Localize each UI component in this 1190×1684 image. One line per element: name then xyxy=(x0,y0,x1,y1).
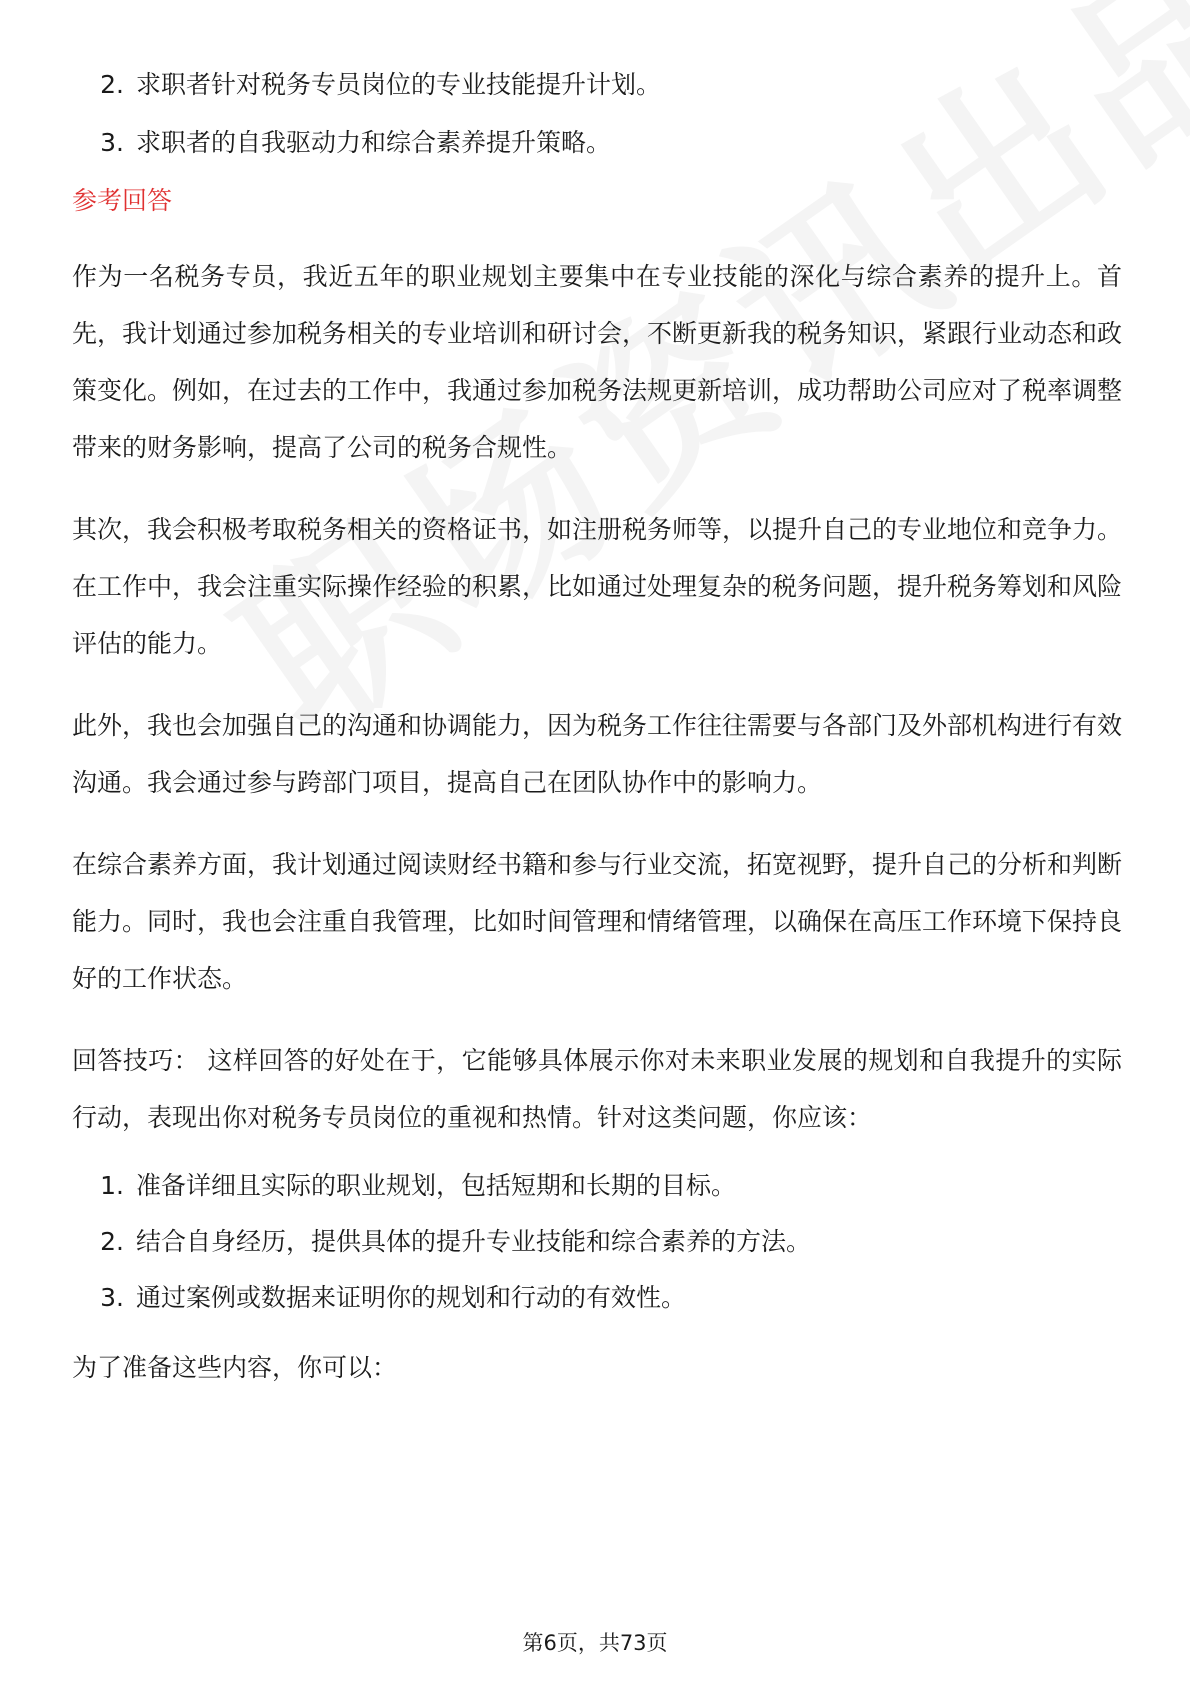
list-item xyxy=(72,1171,1122,1201)
answer-paragraph: 此外，我也会加强自己的沟通和协调能力，因为税务工作往往需要与各部门及外部机构进行有效沟通。我会通过参与跨部门项目，提高自己在团队协作中的影响力。 xyxy=(72,711,1123,797)
list-item xyxy=(72,1227,1122,1257)
list-number: 2. xyxy=(100,1227,124,1256)
list-text: 求职者针对税务专员岗位的专业技能提升计划。 xyxy=(136,70,662,99)
list-number: 1. xyxy=(100,1171,124,1200)
answer-paragraph: 作为一名税务专员，我近五年的职业规划主要集中在专业技能的深化与综合素养的提升上。首先，我计划通过参加税务相关的专业培训和研讨会，不断更新我的税务知识，紧跟行业动态和政策变化。例如，在过去的工作中，我通过参加税务法规更新培训，成功帮助公司应对了税率调整带来的财务影响，提高了公司的税务合规性。 xyxy=(72,262,1123,462)
answer-paragraph: 在综合素养方面，我计划通过阅读财经书籍和参与行业交流，拓宽视野，提升自己的分析和判断能力。同时，我也会注重自我管理，比如时间管理和情绪管理，以确保在高压工作环境下保持良好的工作状态。 xyxy=(72,850,1123,993)
list-number: 2. xyxy=(100,70,124,99)
list-item xyxy=(72,1283,1122,1313)
list-text: 结合自身经历，提供具体的提升专业技能和综合素养的方法。 xyxy=(136,1227,812,1256)
tips-paragraph: 回答技巧： 这样回答的好处在于，它能够具体展示你对未来职业发展的规划和自我提升的实际行动，表现出你对税务专员岗位的重视和热情。针对这类问题，你应该： xyxy=(72,1046,1122,1132)
document-page xyxy=(72,70,1122,1421)
list-text: 通过案例或数据来证明你的规划和行动的有效性。 xyxy=(136,1283,687,1312)
list-item xyxy=(72,128,1122,158)
closing-paragraph: 为了准备这些内容，你可以： xyxy=(72,1353,398,1382)
list-number: 3. xyxy=(100,1283,124,1312)
page-footer: 第6页，共73页 xyxy=(522,1631,668,1655)
answer-paragraph: 其次，我会积极考取税务相关的资格证书，如注册税务师等，以提升自己的专业地位和竞争力。在工作中，我会注重实际操作经验的积累，比如通过处理复杂的税务问题，提升税务筹划和风险评估的能力。 xyxy=(72,515,1123,658)
list-text: 准备详细且实际的职业规划，包括短期和长期的目标。 xyxy=(136,1171,737,1200)
question-focus-list xyxy=(72,70,1122,158)
section-title: 参考回答 xyxy=(72,186,173,215)
list-text: 求职者的自我驱动力和综合素养提升策略。 xyxy=(136,128,612,157)
tips-list xyxy=(72,1171,1122,1313)
list-number: 3. xyxy=(100,128,124,157)
list-item xyxy=(72,70,1122,100)
